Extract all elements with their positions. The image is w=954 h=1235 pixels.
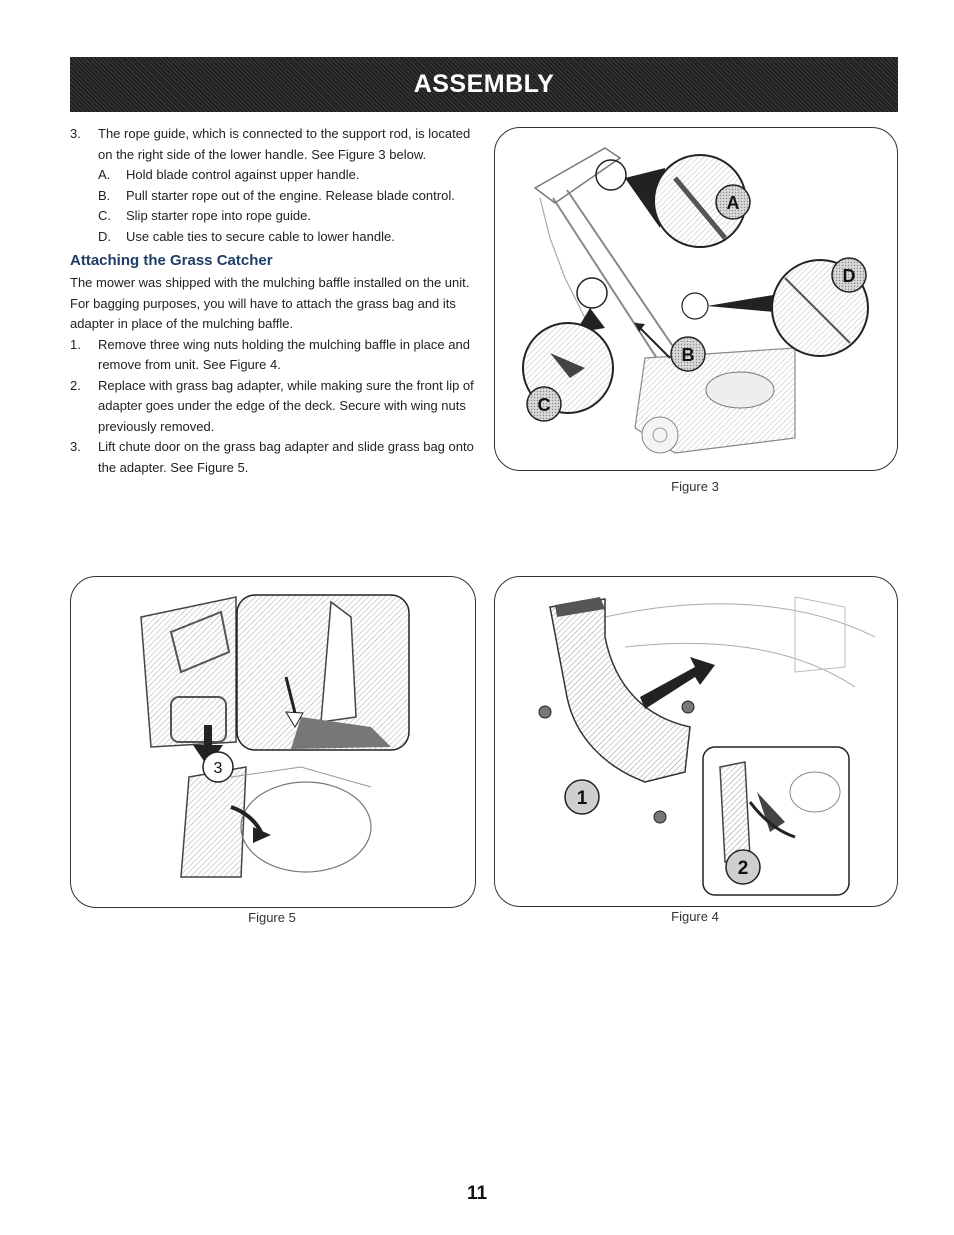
grass-step-1 (70, 335, 474, 376)
substep-label: C. (98, 208, 111, 223)
callout-b-label: B (681, 345, 695, 365)
figure-4-illustration (494, 576, 898, 907)
callout-c-label: C (537, 395, 551, 415)
substep-text: Slip starter rope into rope guide. (126, 208, 311, 223)
section-title: ASSEMBLY (413, 70, 555, 98)
callout-1-badge (562, 777, 602, 817)
step-text: The rope guide, which is connected to the support rod, is located on the right side of the lower handle. See Figure 3 below. (98, 126, 471, 162)
section-heading: Attaching the Grass Catcher (70, 252, 273, 269)
grass-step-2 (70, 376, 474, 438)
substep-text: Hold blade control against upper handle. (126, 167, 360, 182)
step-text: Lift chute door on the grass bag adapter and slide grass bag onto the adapter. See Figure 5. (98, 439, 474, 475)
step-text: Replace with grass bag adapter, while making sure the front lip of adapter goes under the edge of the deck. Secure with wing nuts previously removed. (98, 377, 474, 434)
callout-a-label: A (726, 193, 740, 213)
grass-step-3 (70, 437, 474, 478)
callout-c-badge (524, 384, 564, 424)
section-banner (70, 57, 898, 112)
callout-a-badge (713, 182, 753, 222)
instructions-column (70, 124, 474, 478)
figure-5-illustration (70, 576, 476, 908)
substep-text: Use cable ties to secure cable to lower handle. (126, 228, 395, 244)
callout-3-label: 3 (213, 760, 223, 777)
intro-paragraph: The mower was shipped with the mulching baffle installed on the unit. For bagging purposes, you will have to attach the grass bag and its adapter in place of the mulching baffle. (70, 275, 470, 331)
substep-text: Pull starter rope out of the engine. Release blade control. (126, 187, 455, 203)
step-number: 2. (70, 377, 81, 393)
step-3-rope-guide (70, 124, 474, 165)
step-number: 3. (70, 439, 81, 454)
step-number: 3. (70, 126, 81, 141)
figure-5-caption: Figure 5 (248, 910, 296, 925)
substep-d (70, 227, 474, 248)
mulching-baffle-drawing (495, 577, 897, 906)
callout-b-badge (668, 334, 708, 374)
substep-b (70, 186, 474, 207)
page-number: 11 (466, 1183, 488, 1204)
figure-3-illustration (494, 127, 898, 471)
substep-c (70, 206, 474, 227)
figure-3-caption: Figure 3 (671, 479, 719, 494)
callout-3-badge (198, 747, 238, 787)
callout-2-badge (723, 847, 763, 887)
substep-label: B. (98, 187, 111, 203)
callout-2-label: 2 (737, 858, 749, 879)
substep-label: A. (98, 167, 111, 182)
substep-label: D. (98, 228, 111, 244)
callout-d-label: D (842, 266, 856, 286)
substep-a (70, 165, 474, 186)
figure-4-caption: Figure 4 (671, 909, 719, 924)
callout-d-badge (829, 255, 869, 295)
grass-bag-drawing (71, 577, 475, 907)
callout-1-label: 1 (576, 788, 588, 809)
step-number: 1. (70, 336, 81, 352)
step-text: Remove three wing nuts holding the mulching baffle in place and remove from unit. See Figure 4. (98, 336, 470, 372)
